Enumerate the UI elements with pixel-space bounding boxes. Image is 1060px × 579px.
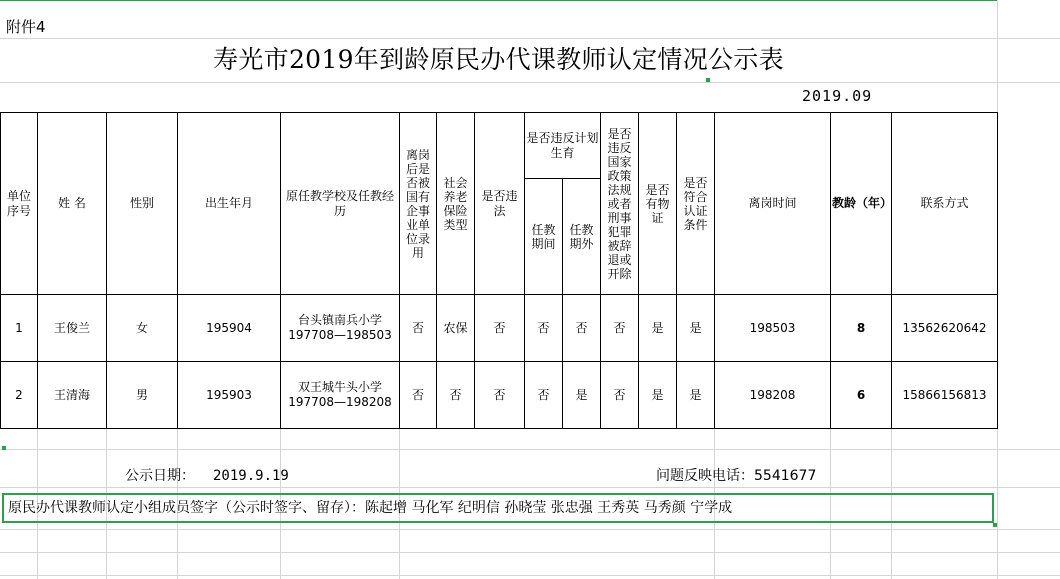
data-table [0,112,998,429]
cell-qualified[interactable]: 是 [677,295,715,362]
header-birth[interactable]: 出生年月 [178,113,281,295]
cell-school: 双王城牛头小学 [297,380,382,394]
cell-pension[interactable]: 否 [437,362,475,429]
signature-cell[interactable]: 原民办代课教师认定小组成员签字（公示时签字、留存）：陈起增 马化军 纪明信 孙晓莹 张忠强 王秀英 马秀颜 宁学成 [2,493,994,523]
cell-marker [706,78,710,82]
cell-policy[interactable]: 否 [601,295,639,362]
cell-rehired[interactable]: 否 [400,295,437,362]
cell-name[interactable]: 王俊兰 [38,295,107,362]
fill-handle[interactable] [993,523,997,527]
grid-line [0,82,1060,83]
cell-evidence[interactable]: 是 [639,362,677,429]
grid-line [0,529,1060,530]
cell-leave-time[interactable]: 198208 [715,362,831,429]
header-rehired[interactable]: 离岗后是否被国有企事业单位录用 [400,113,437,295]
grid-line [0,575,1060,576]
cell-gender[interactable]: 男 [107,362,178,429]
cell-teaching-years[interactable]: 8 [831,295,892,362]
cell-rehired[interactable]: 否 [400,362,437,429]
cell-fp-during[interactable]: 否 [525,362,563,429]
cell-contact[interactable]: 13562620642 [892,295,998,362]
cell-gender[interactable]: 女 [107,295,178,362]
page-title[interactable]: 寿光市2019年到龄原民办代课教师认定情况公示表 [213,45,784,74]
cell-qualified[interactable]: 是 [677,362,715,429]
header-evidence[interactable]: 是否有物证 [639,113,677,295]
document-date[interactable]: 2019.09 [802,87,873,105]
cell-evidence[interactable]: 是 [639,295,677,362]
cell-leave-time[interactable]: 198503 [715,295,831,362]
header-teaching-years[interactable]: 教龄（年） [831,113,892,295]
cell-seq[interactable]: 2 [1,362,38,429]
table-row [1,362,998,429]
cell-marker [2,446,6,450]
cell-pension[interactable]: 农保 [437,295,475,362]
cell-history[interactable] [281,362,400,429]
cell-fp-during[interactable]: 否 [525,295,563,362]
header-seq[interactable]: 单位序号 [1,113,38,295]
header-family-planning[interactable]: 是否违反计划生育 [525,113,601,179]
header-violate[interactable]: 是否违法 [475,113,525,295]
publish-date[interactable] [125,465,289,485]
grid-line [0,552,1060,553]
attachment-label[interactable]: 附件4 [6,18,46,36]
cell-period: 197708—198208 [288,395,392,409]
cell-name[interactable]: 王清海 [38,362,107,429]
grid-line [0,449,1060,450]
header-qualified[interactable]: 是否符合认证条件 [677,113,715,295]
cell-violate[interactable]: 否 [475,295,525,362]
cell-policy[interactable]: 否 [601,362,639,429]
feedback-phone[interactable]: 问题反映电话：5541677 [656,468,817,484]
cell-fp-outside[interactable]: 否 [563,295,601,362]
cell-seq[interactable]: 1 [1,295,38,362]
cell-birth[interactable]: 195904 [178,295,281,362]
header-fp-outside[interactable]: 任教期外 [563,179,601,295]
publish-date-label: 公示日期： [125,468,195,484]
cell-birth[interactable]: 195903 [178,362,281,429]
header-history[interactable]: 原任教学校及任教经历 [281,113,400,295]
cell-history[interactable] [281,295,400,362]
grid-line [0,38,1060,39]
cell-school: 台头镇南兵小学 [297,313,382,327]
header-pension[interactable]: 社会养老保险类型 [437,113,475,295]
table-row [1,295,998,362]
cell-fp-outside[interactable]: 是 [563,362,601,429]
header-leave-time[interactable]: 离岗时间 [715,113,831,295]
header-policy[interactable]: 是否违反国家政策法规或者刑事犯罪被辞退或开除 [601,113,639,295]
header-gender[interactable]: 性别 [107,113,178,295]
selection-border [0,0,997,1]
cell-teaching-years[interactable]: 6 [831,362,892,429]
header-contact[interactable]: 联系方式 [892,113,998,295]
cell-violate[interactable]: 否 [475,362,525,429]
header-fp-during[interactable]: 任教期间 [525,179,563,295]
grid-line [0,487,1060,488]
cell-period: 197708—198503 [288,328,392,342]
header-name[interactable]: 姓 名 [38,113,107,295]
publish-date-value: 2019.9.19 [213,468,289,484]
cell-contact[interactable]: 15866156813 [892,362,998,429]
